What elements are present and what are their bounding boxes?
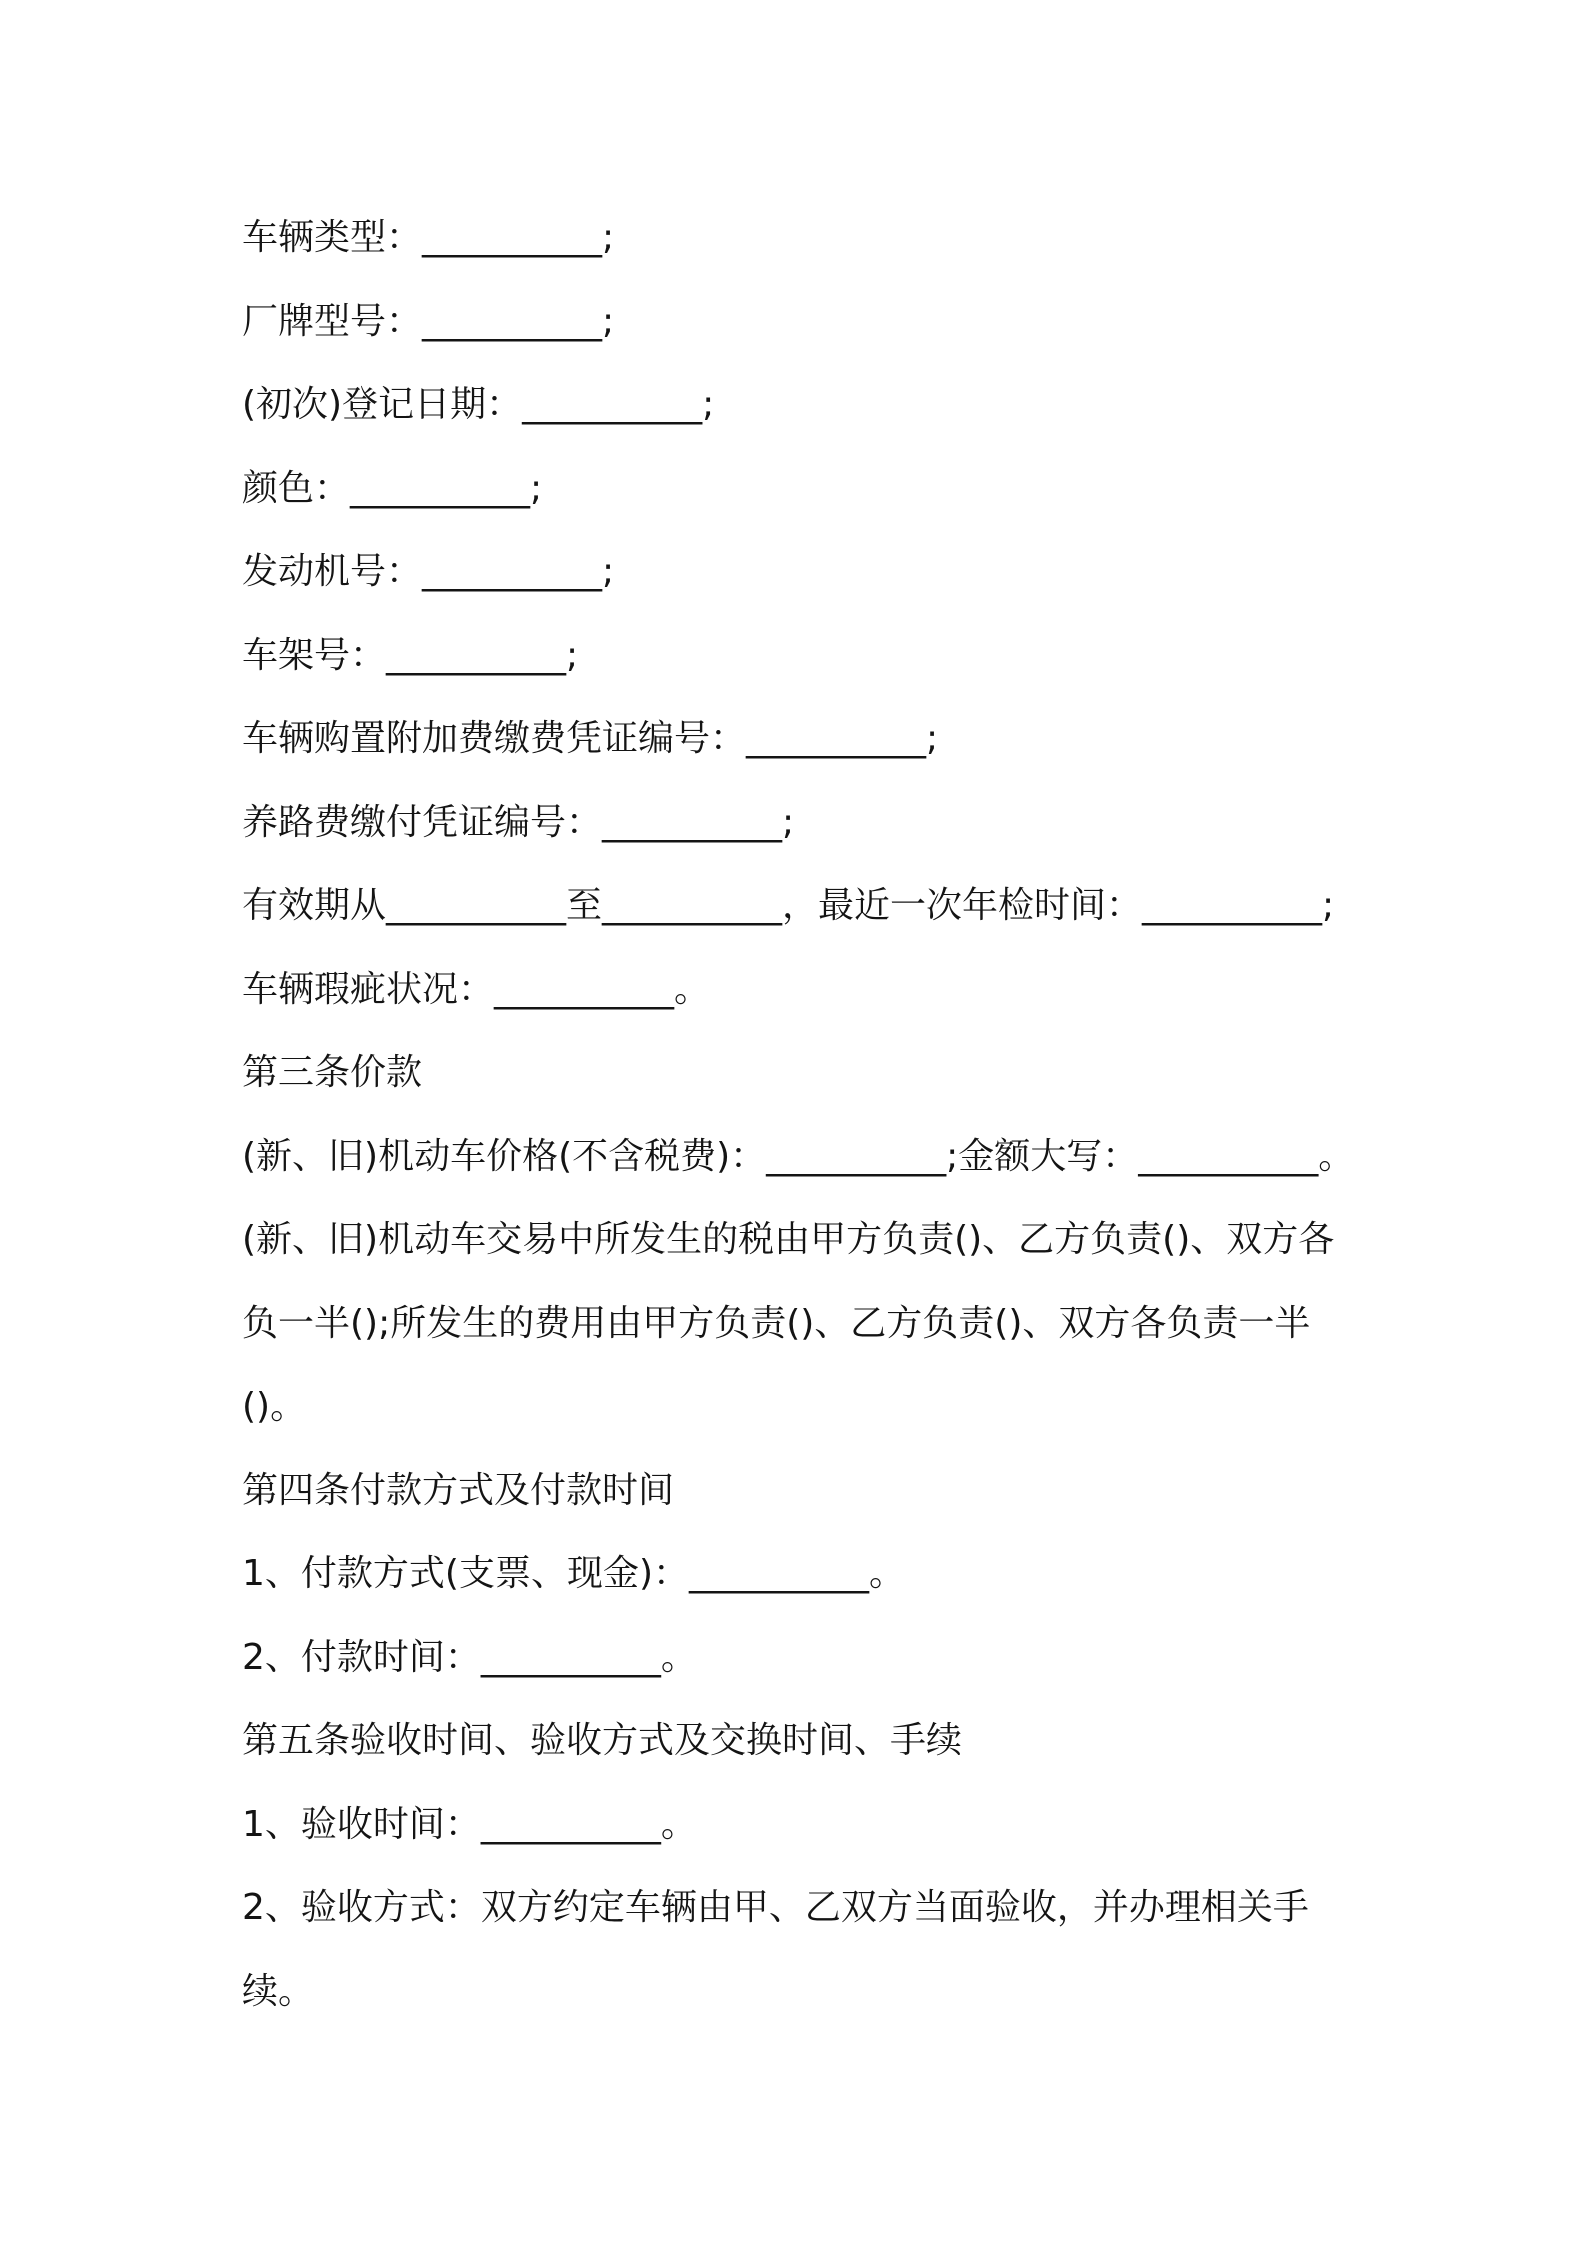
inspection-method-line-1: 2、验收方式：双方约定车辆由甲、乙双方当面验收，并办理相关手	[242, 1887, 1309, 1928]
brand-model-line: 厂牌型号：__________;	[242, 300, 615, 342]
article-four-heading: 第四条付款方式及付款时间	[242, 1469, 675, 1511]
article-three-heading: 第三条价款	[242, 1052, 423, 1093]
validity-period-line: 有效期从__________至__________，最近一次年检时间：__________;	[242, 885, 1335, 926]
registration-date-line: (初次)登记日期：__________;	[242, 384, 715, 425]
engine-number-line: 发动机号：__________;	[242, 551, 615, 592]
color-line: 颜色：__________;	[242, 467, 543, 509]
tax-responsibility-line-3: ()。	[242, 1386, 307, 1427]
tax-responsibility-line-1: (新、旧)机动车交易中所发生的税由甲方负责()、乙方负责()、双方各	[242, 1219, 1335, 1260]
payment-time-line: 2、付款时间：__________。	[242, 1636, 697, 1678]
vehicle-type-line: 车辆类型：__________;	[242, 217, 615, 258]
price-line: (新、旧)机动车价格(不含税费)：__________;金额大写：__________。	[242, 1135, 1355, 1177]
frame-number-line: 车架号：__________;	[242, 634, 579, 676]
vehicle-defects-line: 车辆瑕疵状况：__________。	[242, 968, 711, 1010]
document-page	[242, 196, 1362, 2033]
article-five-heading: 第五条验收时间、验收方式及交换时间、手续	[242, 1720, 963, 1761]
inspection-method-line-2: 续。	[242, 1970, 315, 2012]
road-fee-voucher-line: 养路费缴付凭证编号：__________;	[242, 801, 795, 843]
inspection-time-line: 1、验收时间：__________。	[242, 1803, 697, 1845]
purchase-fee-voucher-line: 车辆购置附加费缴费凭证编号：__________;	[242, 718, 939, 759]
payment-method-line: 1、付款方式(支票、现金)：__________。	[242, 1553, 905, 1594]
tax-responsibility-line-2: 负一半();所发生的费用由甲方负责()、乙方负责()、双方各负责一半	[242, 1302, 1311, 1344]
